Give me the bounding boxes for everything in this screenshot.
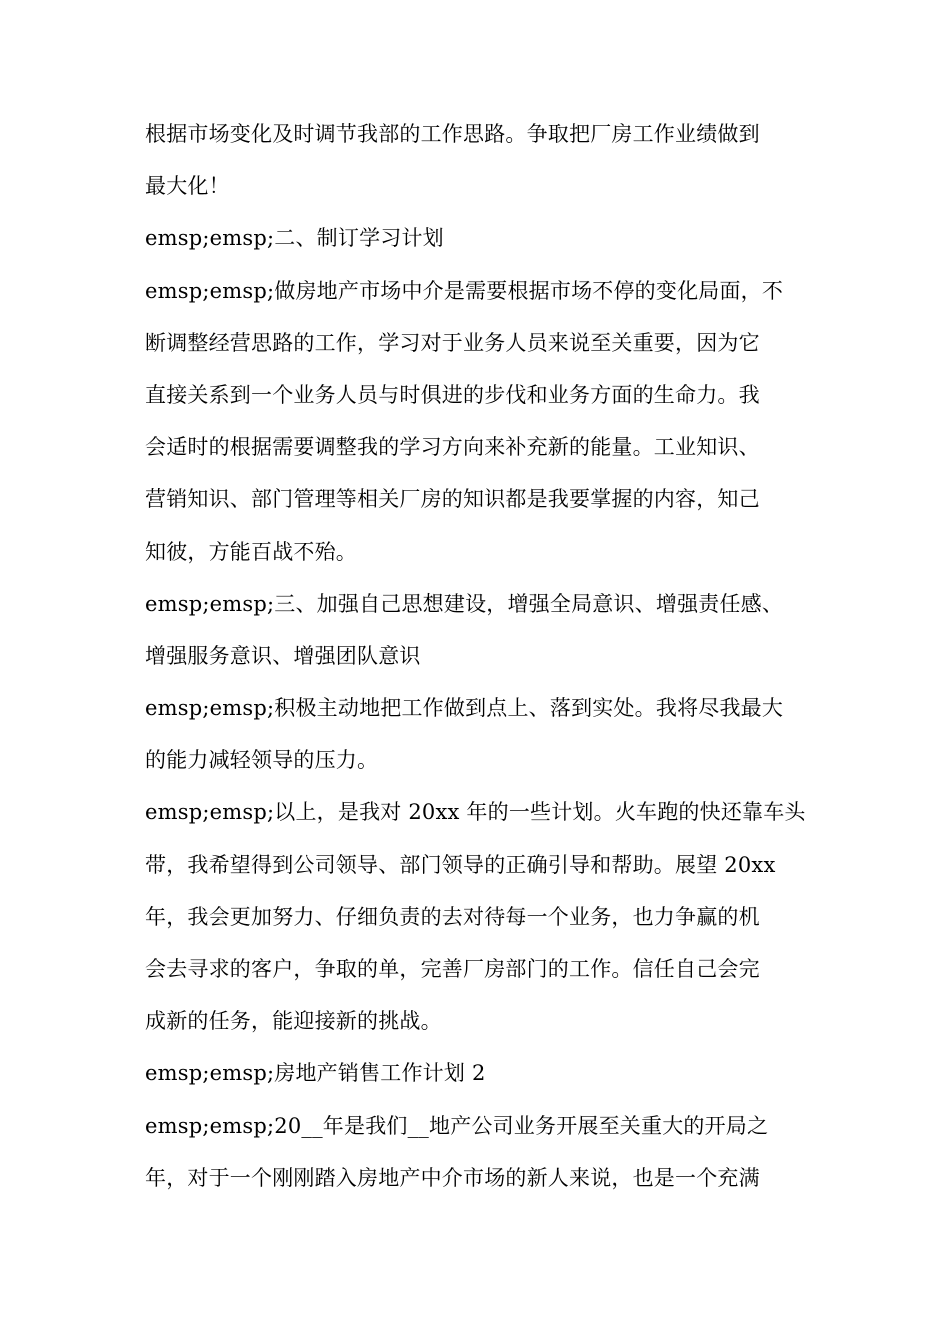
text-line: 断调整经营思路的工作，学习对于业务人员来说至关重要，因为它	[145, 330, 760, 355]
text-line: 直接关系到一个业务人员与时俱进的步伐和业务方面的生命力。我	[145, 382, 760, 407]
text-line: 营销知识、部门管理等相关厂房的知识都是我要掌握的内容，知己	[145, 487, 760, 512]
text-line: 最大化！	[145, 174, 230, 199]
section-heading: emsp;emsp;三、加强自己思想建设，增强全局意识、增强责任感、	[145, 591, 784, 616]
text-line: emsp;emsp;20__年是我们__地产公司业务开展至关重大的开局之	[145, 1113, 769, 1138]
section-heading: 增强服务意识、增强团队意识	[145, 643, 421, 668]
text-line: emsp;emsp;做房地产市场中介是需要根据市场不停的变化局面，不	[145, 278, 784, 303]
text-line: 成新的任务，能迎接新的挑战。	[145, 1009, 442, 1034]
text-line: 年，对于一个刚刚踏入房地产中介市场的新人来说，也是一个充满	[145, 1165, 760, 1190]
text-line: 根据市场变化及时调节我部的工作思路。争取把厂房工作业绩做到	[145, 122, 760, 146]
section-heading: emsp;emsp;二、制订学习计划	[145, 226, 444, 251]
text-line: 会适时的根据需要调整我的学习方向来补充新的能量。工业知识、	[145, 435, 760, 460]
text-line: 的能力减轻领导的压力。	[145, 748, 379, 773]
text-line: emsp;emsp;以上，是我对 20xx 年的一些计划。火车跑的快还靠车头	[145, 800, 806, 825]
document-body	[145, 108, 805, 1204]
text-line: 带，我希望得到公司领导、部门领导的正确引导和帮助。展望 20xx	[145, 852, 776, 877]
text-line: emsp;emsp;积极主动地把工作做到点上、落到实处。我将尽我最大	[145, 696, 784, 721]
text-line: 知彼，方能百战不殆。	[145, 539, 357, 564]
text-line: 会去寻求的客户，争取的单，完善厂房部门的工作。信任自己会完	[145, 957, 760, 981]
section-heading: emsp;emsp;房地产销售工作计划 2	[145, 1061, 486, 1086]
text-line: 年，我会更加努力、仔细负责的去对待每一个业务，也力争赢的机	[145, 904, 760, 929]
